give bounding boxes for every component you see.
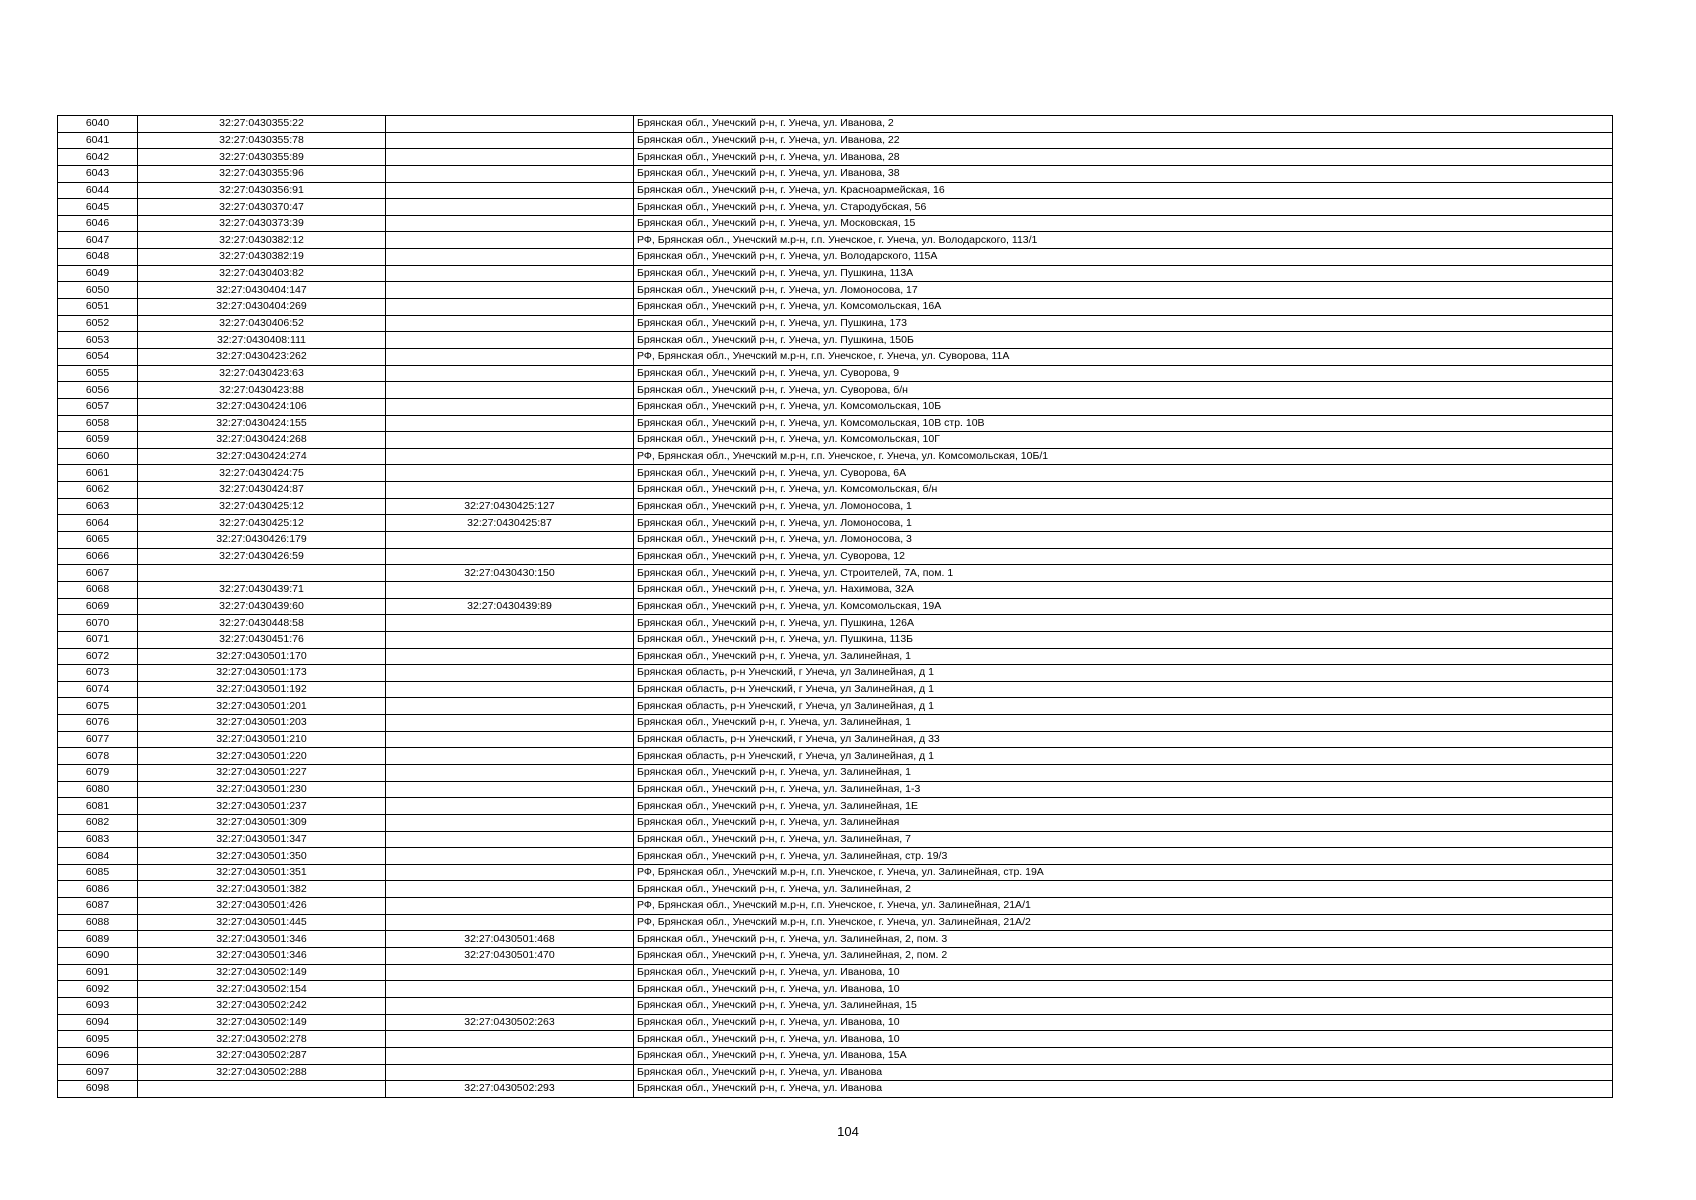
object-cadastral-number-cell — [386, 149, 634, 166]
address-cell: Брянская обл., Унечский р-н, г. Унеча, ул. Комсомольская, 10Б — [634, 398, 1613, 415]
object-cadastral-number-cell: 32:27:0430439:89 — [386, 598, 634, 615]
address-cell: Брянская обл., Унечский р-н, г. Унеча, ул. Строителей, 7А, пом. 1 — [634, 565, 1613, 582]
table-row — [58, 149, 1613, 166]
address-cell: Брянская обл., Унечский р-н, г. Унеча, ул. Залинейная, 2, пом. 3 — [634, 931, 1613, 948]
table-row — [58, 698, 1613, 715]
cadastral-number-cell: 32:27:0430502:154 — [138, 981, 386, 998]
cadastral-number-cell: 32:27:0430382:12 — [138, 232, 386, 249]
row-number-cell: 6086 — [58, 881, 138, 898]
cadastral-number-cell: 32:27:0430501:201 — [138, 698, 386, 715]
object-cadastral-number-cell: 32:27:0430425:127 — [386, 498, 634, 515]
row-number-cell: 6046 — [58, 215, 138, 232]
table-row — [58, 515, 1613, 532]
table-row — [58, 731, 1613, 748]
table-row — [58, 282, 1613, 299]
address-cell: РФ, Брянская обл., Унечский м.р-н, г.п. Унечское, г. Унеча, ул. Суворова, 11А — [634, 348, 1613, 365]
object-cadastral-number-cell — [386, 898, 634, 915]
object-cadastral-number-cell — [386, 548, 634, 565]
object-cadastral-number-cell — [386, 215, 634, 232]
table-row — [58, 581, 1613, 598]
table-row — [58, 997, 1613, 1014]
row-number-cell: 6085 — [58, 864, 138, 881]
object-cadastral-number-cell — [386, 532, 634, 549]
table-row — [58, 931, 1613, 948]
table-row — [58, 964, 1613, 981]
cadastral-number-cell: 32:27:0430424:75 — [138, 465, 386, 482]
cadastral-number-cell: 32:27:0430403:82 — [138, 265, 386, 282]
object-cadastral-number-cell — [386, 482, 634, 499]
table-row — [58, 365, 1613, 382]
row-number-cell: 6090 — [58, 948, 138, 965]
row-number-cell: 6059 — [58, 432, 138, 449]
object-cadastral-number-cell — [386, 814, 634, 831]
row-number-cell: 6097 — [58, 1064, 138, 1081]
object-cadastral-number-cell — [386, 249, 634, 266]
row-number-cell: 6058 — [58, 415, 138, 432]
table-row — [58, 648, 1613, 665]
address-cell: Брянская обл., Унечский р-н, г. Унеча, ул. Володарского, 115А — [634, 249, 1613, 266]
row-number-cell: 6055 — [58, 365, 138, 382]
row-number-cell: 6075 — [58, 698, 138, 715]
row-number-cell: 6074 — [58, 681, 138, 698]
address-cell: Брянская обл., Унечский р-н, г. Унеча, ул. Комсомольская, 10Г — [634, 432, 1613, 449]
cadastral-number-cell: 32:27:0430382:19 — [138, 249, 386, 266]
object-cadastral-number-cell: 32:27:0430425:87 — [386, 515, 634, 532]
cadastral-number-cell: 32:27:0430355:22 — [138, 116, 386, 133]
page-number: 104 — [837, 1124, 859, 1139]
row-number-cell: 6041 — [58, 132, 138, 149]
object-cadastral-number-cell — [386, 748, 634, 765]
table-row — [58, 232, 1613, 249]
row-number-cell: 6089 — [58, 931, 138, 948]
cadastral-number-cell: 32:27:0430406:52 — [138, 315, 386, 332]
cadastral-number-cell: 32:27:0430425:12 — [138, 498, 386, 515]
cadastral-number-cell — [138, 1081, 386, 1098]
table-row — [58, 798, 1613, 815]
table-row — [58, 182, 1613, 199]
address-cell: Брянская обл., Унечский р-н, г. Унеча, ул. Ломоносова, 17 — [634, 282, 1613, 299]
cadastral-number-cell: 32:27:0430501:173 — [138, 665, 386, 682]
object-cadastral-number-cell — [386, 465, 634, 482]
address-cell: Брянская область, р-н Унечский, г Унеча, ул Залинейная, д 33 — [634, 731, 1613, 748]
row-number-cell: 6095 — [58, 1031, 138, 1048]
object-cadastral-number-cell — [386, 581, 634, 598]
table-row — [58, 348, 1613, 365]
address-cell: Брянская обл., Унечский р-н, г. Унеча, ул. Пушкина, 113А — [634, 265, 1613, 282]
address-cell: Брянская область, р-н Унечский, г Унеча, ул Залинейная, д 1 — [634, 665, 1613, 682]
address-cell: Брянская обл., Унечский р-н, г. Унеча, ул. Ломоносова, 1 — [634, 498, 1613, 515]
row-number-cell: 6062 — [58, 482, 138, 499]
address-cell: Брянская обл., Унечский р-н, г. Унеча, ул. Суворова, 6А — [634, 465, 1613, 482]
object-cadastral-number-cell — [386, 415, 634, 432]
table-row — [58, 831, 1613, 848]
table-row — [58, 448, 1613, 465]
row-number-cell: 6073 — [58, 665, 138, 682]
table-row — [58, 165, 1613, 182]
table-row — [58, 432, 1613, 449]
object-cadastral-number-cell — [386, 332, 634, 349]
registry-table — [57, 115, 1613, 1098]
row-number-cell: 6065 — [58, 532, 138, 549]
object-cadastral-number-cell — [386, 997, 634, 1014]
object-cadastral-number-cell — [386, 199, 634, 216]
address-cell: Брянская обл., Унечский р-н, г. Унеча, ул. Иванова — [634, 1081, 1613, 1098]
address-cell: Брянская обл., Унечский р-н, г. Унеча, ул. Суворова, б/н — [634, 382, 1613, 399]
row-number-cell: 6066 — [58, 548, 138, 565]
table-row — [58, 532, 1613, 549]
row-number-cell: 6071 — [58, 631, 138, 648]
object-cadastral-number-cell — [386, 432, 634, 449]
table-row — [58, 215, 1613, 232]
address-cell: Брянская область, р-н Унечский, г Унеча, ул Залинейная, д 1 — [634, 681, 1613, 698]
cadastral-number-cell: 32:27:0430501:346 — [138, 931, 386, 948]
cadastral-number-cell: 32:27:0430439:71 — [138, 581, 386, 598]
cadastral-number-cell: 32:27:0430501:227 — [138, 764, 386, 781]
address-cell: Брянская обл., Унечский р-н, г. Унеча, ул. Красноармейская, 16 — [634, 182, 1613, 199]
address-cell: Брянская область, р-н Унечский, г Унеча, ул Залинейная, д 1 — [634, 698, 1613, 715]
object-cadastral-number-cell — [386, 964, 634, 981]
cadastral-number-cell: 32:27:0430501:445 — [138, 914, 386, 931]
address-cell: РФ, Брянская обл., Унечский м.р-н, г.п. Унечское, г. Унеча, ул. Залинейная, стр. 19А — [634, 864, 1613, 881]
table-row — [58, 116, 1613, 133]
address-cell: Брянская обл., Унечский р-н, г. Унеча, ул. Комсомольская, 10В стр. 10В — [634, 415, 1613, 432]
table-row — [58, 465, 1613, 482]
row-number-cell: 6063 — [58, 498, 138, 515]
address-cell: РФ, Брянская обл., Унечский м.р-н, г.п. Унечское, г. Унеча, ул. Володарского, 113/1 — [634, 232, 1613, 249]
table-row — [58, 498, 1613, 515]
table-row — [58, 864, 1613, 881]
address-cell: РФ, Брянская обл., Унечский м.р-н, г.п. Унечское, г. Унеча, ул. Комсомольская, 10Б/1 — [634, 448, 1613, 465]
table-row — [58, 1031, 1613, 1048]
address-cell: Брянская обл., Унечский р-н, г. Унеча, ул. Залинейная, стр. 19/3 — [634, 848, 1613, 865]
table-row — [58, 265, 1613, 282]
row-number-cell: 6069 — [58, 598, 138, 615]
row-number-cell: 6048 — [58, 249, 138, 266]
address-cell: Брянская обл., Унечский р-н, г. Унеча, ул. Ломоносова, 3 — [634, 532, 1613, 549]
row-number-cell: 6079 — [58, 764, 138, 781]
row-number-cell: 6061 — [58, 465, 138, 482]
table-row — [58, 715, 1613, 732]
row-number-cell: 6082 — [58, 814, 138, 831]
object-cadastral-number-cell — [386, 165, 634, 182]
address-cell: Брянская обл., Унечский р-н, г. Унеча, ул. Иванова — [634, 1064, 1613, 1081]
row-number-cell: 6042 — [58, 149, 138, 166]
object-cadastral-number-cell — [386, 365, 634, 382]
object-cadastral-number-cell — [386, 648, 634, 665]
cadastral-number-cell: 32:27:0430370:47 — [138, 199, 386, 216]
address-cell: Брянская область, р-н Унечский, г Унеча, ул Залинейная, д 1 — [634, 748, 1613, 765]
cadastral-number-cell: 32:27:0430424:274 — [138, 448, 386, 465]
row-number-cell: 6067 — [58, 565, 138, 582]
object-cadastral-number-cell — [386, 631, 634, 648]
address-cell: Брянская обл., Унечский р-н, г. Унеча, ул. Иванова, 10 — [634, 964, 1613, 981]
cadastral-number-cell: 32:27:0430502:149 — [138, 1014, 386, 1031]
address-cell: Брянская обл., Унечский р-н, г. Унеча, ул. Залинейная, 1Е — [634, 798, 1613, 815]
object-cadastral-number-cell — [386, 848, 634, 865]
object-cadastral-number-cell — [386, 282, 634, 299]
row-number-cell: 6080 — [58, 781, 138, 798]
address-cell: Брянская обл., Унечский р-н, г. Унеча, ул. Иванова, 15А — [634, 1047, 1613, 1064]
cadastral-number-cell: 32:27:0430424:87 — [138, 482, 386, 499]
table-row — [58, 332, 1613, 349]
object-cadastral-number-cell — [386, 681, 634, 698]
cadastral-number-cell: 32:27:0430425:12 — [138, 515, 386, 532]
row-number-cell: 6094 — [58, 1014, 138, 1031]
cadastral-number-cell: 32:27:0430408:111 — [138, 332, 386, 349]
object-cadastral-number-cell — [386, 1047, 634, 1064]
cadastral-number-cell: 32:27:0430501:170 — [138, 648, 386, 665]
cadastral-number-cell: 32:27:0430502:287 — [138, 1047, 386, 1064]
cadastral-number-cell: 32:27:0430501:426 — [138, 898, 386, 915]
row-number-cell: 6072 — [58, 648, 138, 665]
address-cell: Брянская обл., Унечский р-н, г. Унеча, ул. Залинейная, 1 — [634, 764, 1613, 781]
object-cadastral-number-cell — [386, 715, 634, 732]
table-row — [58, 249, 1613, 266]
row-number-cell: 6098 — [58, 1081, 138, 1098]
table-row — [58, 848, 1613, 865]
table-row — [58, 482, 1613, 499]
address-cell: Брянская обл., Унечский р-н, г. Унеча, ул. Иванова, 10 — [634, 981, 1613, 998]
row-number-cell: 6088 — [58, 914, 138, 931]
cadastral-number-cell: 32:27:0430356:91 — [138, 182, 386, 199]
address-cell: Брянская обл., Унечский р-н, г. Унеча, ул. Нахимова, 32А — [634, 581, 1613, 598]
cadastral-number-cell: 32:27:0430439:60 — [138, 598, 386, 615]
cadastral-number-cell: 32:27:0430426:179 — [138, 532, 386, 549]
address-cell: Брянская обл., Унечский р-н, г. Унеча, ул. Московская, 15 — [634, 215, 1613, 232]
row-number-cell: 6050 — [58, 282, 138, 299]
object-cadastral-number-cell — [386, 265, 634, 282]
object-cadastral-number-cell — [386, 132, 634, 149]
cadastral-number-cell: 32:27:0430501:230 — [138, 781, 386, 798]
row-number-cell: 6091 — [58, 964, 138, 981]
table-row — [58, 981, 1613, 998]
cadastral-number-cell: 32:27:0430423:88 — [138, 382, 386, 399]
object-cadastral-number-cell — [386, 864, 634, 881]
table-row — [58, 615, 1613, 632]
object-cadastral-number-cell — [386, 698, 634, 715]
address-cell: Брянская обл., Унечский р-н, г. Унеча, ул. Суворова, 9 — [634, 365, 1613, 382]
table-row — [58, 814, 1613, 831]
address-cell: Брянская обл., Унечский р-н, г. Унеча, ул. Залинейная, 1 — [634, 648, 1613, 665]
address-cell: Брянская обл., Унечский р-н, г. Унеча, ул. Иванова, 38 — [634, 165, 1613, 182]
cadastral-number-cell: 32:27:0430451:76 — [138, 631, 386, 648]
object-cadastral-number-cell — [386, 981, 634, 998]
row-number-cell: 6070 — [58, 615, 138, 632]
cadastral-number-cell: 32:27:0430501:192 — [138, 681, 386, 698]
table-row — [58, 748, 1613, 765]
cadastral-number-cell: 32:27:0430501:347 — [138, 831, 386, 848]
table-row — [58, 665, 1613, 682]
cadastral-number-cell: 32:27:0430404:147 — [138, 282, 386, 299]
table-row — [58, 132, 1613, 149]
row-number-cell: 6068 — [58, 581, 138, 598]
cadastral-number-cell: 32:27:0430426:59 — [138, 548, 386, 565]
row-number-cell: 6044 — [58, 182, 138, 199]
row-number-cell: 6056 — [58, 382, 138, 399]
cadastral-number-cell: 32:27:0430502:288 — [138, 1064, 386, 1081]
row-number-cell: 6076 — [58, 715, 138, 732]
object-cadastral-number-cell — [386, 232, 634, 249]
table-row — [58, 382, 1613, 399]
object-cadastral-number-cell — [386, 315, 634, 332]
table-row — [58, 1081, 1613, 1098]
object-cadastral-number-cell: 32:27:0430502:293 — [386, 1081, 634, 1098]
object-cadastral-number-cell — [386, 116, 634, 133]
row-number-cell: 6047 — [58, 232, 138, 249]
cadastral-number-cell: 32:27:0430501:210 — [138, 731, 386, 748]
cadastral-number-cell: 32:27:0430501:220 — [138, 748, 386, 765]
address-cell: Брянская обл., Унечский р-н, г. Унеча, ул. Иванова, 10 — [634, 1014, 1613, 1031]
cadastral-number-cell: 32:27:0430424:106 — [138, 398, 386, 415]
row-number-cell: 6081 — [58, 798, 138, 815]
row-number-cell: 6049 — [58, 265, 138, 282]
object-cadastral-number-cell: 32:27:0430501:468 — [386, 931, 634, 948]
address-cell: Брянская обл., Унечский р-н, г. Унеча, ул. Комсомольская, б/н — [634, 482, 1613, 499]
address-cell: Брянская обл., Унечский р-н, г. Унеча, ул. Иванова, 28 — [634, 149, 1613, 166]
address-cell: Брянская обл., Унечский р-н, г. Унеча, ул. Иванова, 10 — [634, 1031, 1613, 1048]
row-number-cell: 6096 — [58, 1047, 138, 1064]
table-row — [58, 315, 1613, 332]
cadastral-number-cell: 32:27:0430501:237 — [138, 798, 386, 815]
address-cell: Брянская обл., Унечский р-н, г. Унеча, ул. Залинейная, 2 — [634, 881, 1613, 898]
cadastral-number-cell: 32:27:0430448:58 — [138, 615, 386, 632]
cadastral-number-cell: 32:27:0430424:268 — [138, 432, 386, 449]
row-number-cell: 6060 — [58, 448, 138, 465]
cadastral-number-cell: 32:27:0430502:278 — [138, 1031, 386, 1048]
table-row — [58, 598, 1613, 615]
object-cadastral-number-cell — [386, 448, 634, 465]
object-cadastral-number-cell — [386, 615, 634, 632]
object-cadastral-number-cell — [386, 382, 634, 399]
address-cell: Брянская обл., Унечский р-н, г. Унеча, ул. Комсомольская, 16А — [634, 299, 1613, 316]
address-cell: Брянская обл., Унечский р-н, г. Унеча, ул. Залинейная, 2, пом. 2 — [634, 948, 1613, 965]
object-cadastral-number-cell — [386, 914, 634, 931]
table-row — [58, 781, 1613, 798]
address-cell: Брянская обл., Унечский р-н, г. Унеча, ул. Пушкина, 173 — [634, 315, 1613, 332]
row-number-cell: 6092 — [58, 981, 138, 998]
row-number-cell: 6087 — [58, 898, 138, 915]
cadastral-number-cell: 32:27:0430423:262 — [138, 348, 386, 365]
table-row — [58, 398, 1613, 415]
address-cell: Брянская обл., Унечский р-н, г. Унеча, ул. Пушкина, 126А — [634, 615, 1613, 632]
object-cadastral-number-cell — [386, 182, 634, 199]
row-number-cell: 6057 — [58, 398, 138, 415]
object-cadastral-number-cell — [386, 798, 634, 815]
cadastral-number-cell: 32:27:0430355:89 — [138, 149, 386, 166]
cadastral-number-cell: 32:27:0430501:346 — [138, 948, 386, 965]
address-cell: Брянская обл., Унечский р-н, г. Унеча, ул. Залинейная — [634, 814, 1613, 831]
row-number-cell: 6084 — [58, 848, 138, 865]
object-cadastral-number-cell — [386, 781, 634, 798]
object-cadastral-number-cell — [386, 299, 634, 316]
table-row — [58, 565, 1613, 582]
row-number-cell: 6093 — [58, 997, 138, 1014]
table-row — [58, 631, 1613, 648]
table-row — [58, 415, 1613, 432]
row-number-cell: 6051 — [58, 299, 138, 316]
object-cadastral-number-cell — [386, 764, 634, 781]
cadastral-number-cell: 32:27:0430373:39 — [138, 215, 386, 232]
cadastral-number-cell: 32:27:0430423:63 — [138, 365, 386, 382]
address-cell: Брянская обл., Унечский р-н, г. Унеча, ул. Иванова, 2 — [634, 116, 1613, 133]
row-number-cell: 6064 — [58, 515, 138, 532]
row-number-cell: 6083 — [58, 831, 138, 848]
table-row — [58, 1064, 1613, 1081]
cadastral-number-cell: 32:27:0430501:309 — [138, 814, 386, 831]
object-cadastral-number-cell — [386, 731, 634, 748]
table-row — [58, 948, 1613, 965]
row-number-cell: 6053 — [58, 332, 138, 349]
address-cell: Брянская обл., Унечский р-н, г. Унеча, ул. Залинейная, 1-3 — [634, 781, 1613, 798]
row-number-cell: 6045 — [58, 199, 138, 216]
object-cadastral-number-cell — [386, 881, 634, 898]
row-number-cell: 6040 — [58, 116, 138, 133]
object-cadastral-number-cell: 32:27:0430430:150 — [386, 565, 634, 582]
table-row — [58, 299, 1613, 316]
cadastral-number-cell: 32:27:0430355:96 — [138, 165, 386, 182]
address-cell: Брянская обл., Унечский р-н, г. Унеча, ул. Залинейная, 7 — [634, 831, 1613, 848]
cadastral-number-cell: 32:27:0430501:351 — [138, 864, 386, 881]
registry-table-body — [58, 116, 1613, 1098]
cadastral-number-cell: 32:27:0430355:78 — [138, 132, 386, 149]
table-row — [58, 914, 1613, 931]
table-row — [58, 548, 1613, 565]
object-cadastral-number-cell — [386, 1064, 634, 1081]
object-cadastral-number-cell — [386, 665, 634, 682]
table-row — [58, 1014, 1613, 1031]
cadastral-number-cell: 32:27:0430501:203 — [138, 715, 386, 732]
address-cell: Брянская обл., Унечский р-н, г. Унеча, ул. Залинейная, 15 — [634, 997, 1613, 1014]
row-number-cell: 6077 — [58, 731, 138, 748]
cadastral-number-cell: 32:27:0430424:155 — [138, 415, 386, 432]
cadastral-number-cell: 32:27:0430502:242 — [138, 997, 386, 1014]
table-row — [58, 898, 1613, 915]
address-cell: Брянская обл., Унечский р-н, г. Унеча, ул. Стародубская, 56 — [634, 199, 1613, 216]
table-row — [58, 764, 1613, 781]
table-row — [58, 881, 1613, 898]
address-cell: Брянская обл., Унечский р-н, г. Унеча, ул. Комсомольская, 19А — [634, 598, 1613, 615]
table-row — [58, 681, 1613, 698]
address-cell: РФ, Брянская обл., Унечский м.р-н, г.п. Унечское, г. Унеча, ул. Залинейная, 21А/2 — [634, 914, 1613, 931]
table-row — [58, 1047, 1613, 1064]
address-cell: Брянская обл., Унечский р-н, г. Унеча, ул. Ломоносова, 1 — [634, 515, 1613, 532]
object-cadastral-number-cell — [386, 398, 634, 415]
cadastral-number-cell: 32:27:0430501:350 — [138, 848, 386, 865]
object-cadastral-number-cell: 32:27:0430502:263 — [386, 1014, 634, 1031]
table-row — [58, 199, 1613, 216]
object-cadastral-number-cell: 32:27:0430501:470 — [386, 948, 634, 965]
address-cell: РФ, Брянская обл., Унечский м.р-н, г.п. Унечское, г. Унеча, ул. Залинейная, 21А/1 — [634, 898, 1613, 915]
address-cell: Брянская обл., Унечский р-н, г. Унеча, ул. Пушкина, 150Б — [634, 332, 1613, 349]
cadastral-number-cell: 32:27:0430502:149 — [138, 964, 386, 981]
address-cell: Брянская обл., Унечский р-н, г. Унеча, ул. Пушкина, 113Б — [634, 631, 1613, 648]
address-cell: Брянская обл., Унечский р-н, г. Унеча, ул. Залинейная, 1 — [634, 715, 1613, 732]
cadastral-number-cell: 32:27:0430501:382 — [138, 881, 386, 898]
row-number-cell: 6054 — [58, 348, 138, 365]
address-cell: Брянская обл., Унечский р-н, г. Унеча, ул. Суворова, 12 — [634, 548, 1613, 565]
cadastral-number-cell: 32:27:0430404:269 — [138, 299, 386, 316]
row-number-cell: 6052 — [58, 315, 138, 332]
object-cadastral-number-cell — [386, 1031, 634, 1048]
cadastral-number-cell — [138, 565, 386, 582]
object-cadastral-number-cell — [386, 348, 634, 365]
address-cell: Брянская обл., Унечский р-н, г. Унеча, ул. Иванова, 22 — [634, 132, 1613, 149]
row-number-cell: 6043 — [58, 165, 138, 182]
row-number-cell: 6078 — [58, 748, 138, 765]
object-cadastral-number-cell — [386, 831, 634, 848]
